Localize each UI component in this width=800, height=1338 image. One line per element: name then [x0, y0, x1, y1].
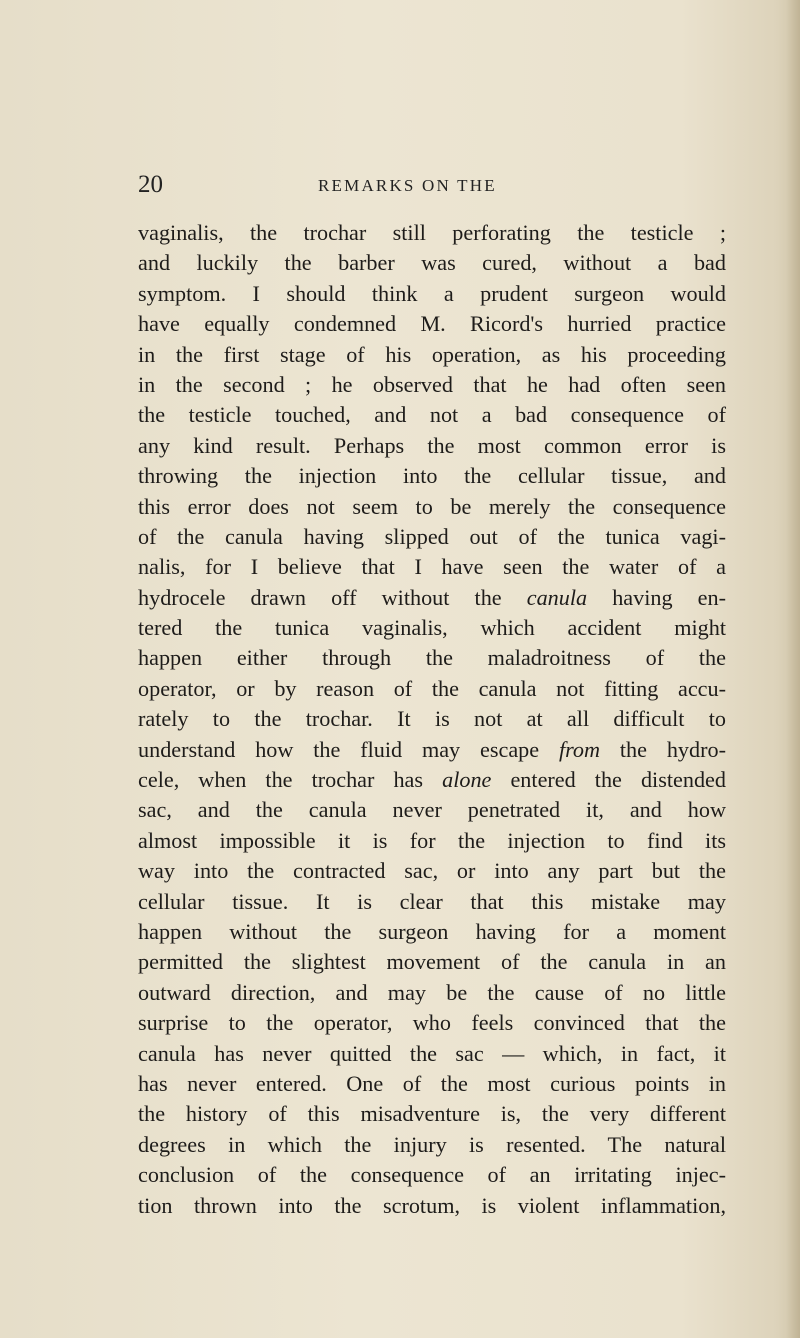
italic-word: alone: [442, 767, 492, 793]
text-line: any kind result. Perhaps the most common error is: [138, 432, 726, 458]
text-line: conclusion of the consequence of an irritating injec-: [138, 1162, 726, 1188]
text-line: almost impossible it is for the injection to find its: [138, 827, 726, 853]
text-line: canula has never quitted the sac — which, in fact, it: [138, 1040, 726, 1066]
text-line: outward direction, and may be the cause of no little: [138, 979, 726, 1005]
text-line: [138, 735, 726, 765]
text-segment: cele, when the trochar has: [138, 767, 443, 793]
text-line: this error does not seem to be merely the consequence: [138, 493, 726, 519]
text-line: operator, or by reason of the canula not fitting accu-: [138, 675, 726, 701]
text-line: [138, 583, 726, 613]
text-line: way into the contracted sac, or into any part but the: [138, 858, 726, 884]
page-number: 20: [138, 171, 163, 198]
text-line: happen without the surgeon having for a moment: [138, 918, 726, 944]
text-line: in the second ; he observed that he had often seen: [138, 371, 726, 397]
text-line: tered the tunica vaginalis, which accident might: [138, 615, 726, 641]
page-header: [0, 170, 800, 200]
text-line: happen either through the maladroitness of the: [138, 645, 726, 671]
text-line: rately to the trochar. It is not at all difficult to: [138, 706, 726, 732]
text-segment: hydrocele drawn off without the: [138, 584, 527, 610]
text-line: permitted the slightest movement of the canula in an: [138, 949, 726, 975]
text-line: have equally condemned M. Ricord's hurried practice: [138, 311, 726, 337]
text-line: of the canula having slipped out of the tunica vagi-: [138, 523, 726, 549]
text-line: cellular tissue. It is clear that this mistake may: [138, 888, 726, 914]
text-segment: understand how the fluid may escape: [138, 736, 559, 762]
italic-word: canula: [526, 584, 588, 610]
text-line: the testicle touched, and not a bad consequence of: [138, 402, 726, 428]
text-line: surprise to the operator, who feels convinced that the: [138, 1010, 726, 1036]
text-line: tion thrown into the scrotum, is violent inflammation,: [138, 1192, 726, 1218]
page-edge-shadow: [786, 0, 800, 1338]
text-line: degrees in which the injury is resented. The natural: [138, 1131, 726, 1157]
text-line: sac, and the canula never penetrated it, and how: [138, 797, 726, 823]
body-text: [138, 218, 726, 1221]
text-line: vaginalis, the trochar still perforating the testicle ;: [138, 220, 726, 245]
text-line: symptom. I should think a prudent surgeon would: [138, 280, 726, 306]
text-line: in the first stage of his operation, as his proceeding: [138, 341, 726, 367]
text-line: the history of this misadventure is, the very different: [138, 1101, 726, 1127]
text-segment: having en-: [587, 584, 726, 610]
text-segment: the hydro-: [600, 736, 726, 762]
text-line: throwing the injection into the cellular tissue, and: [138, 463, 726, 489]
text-line: nalis, for I believe that I have seen the water of a: [138, 554, 726, 580]
text-line: and luckily the barber was cured, without a bad: [138, 250, 726, 276]
text-segment: entered the distended: [491, 767, 726, 793]
text-line: has never entered. One of the most curious points in: [138, 1070, 726, 1096]
running-head: REMARKS ON THE: [318, 176, 497, 195]
italic-word: from: [558, 736, 601, 762]
text-line: [138, 765, 726, 795]
